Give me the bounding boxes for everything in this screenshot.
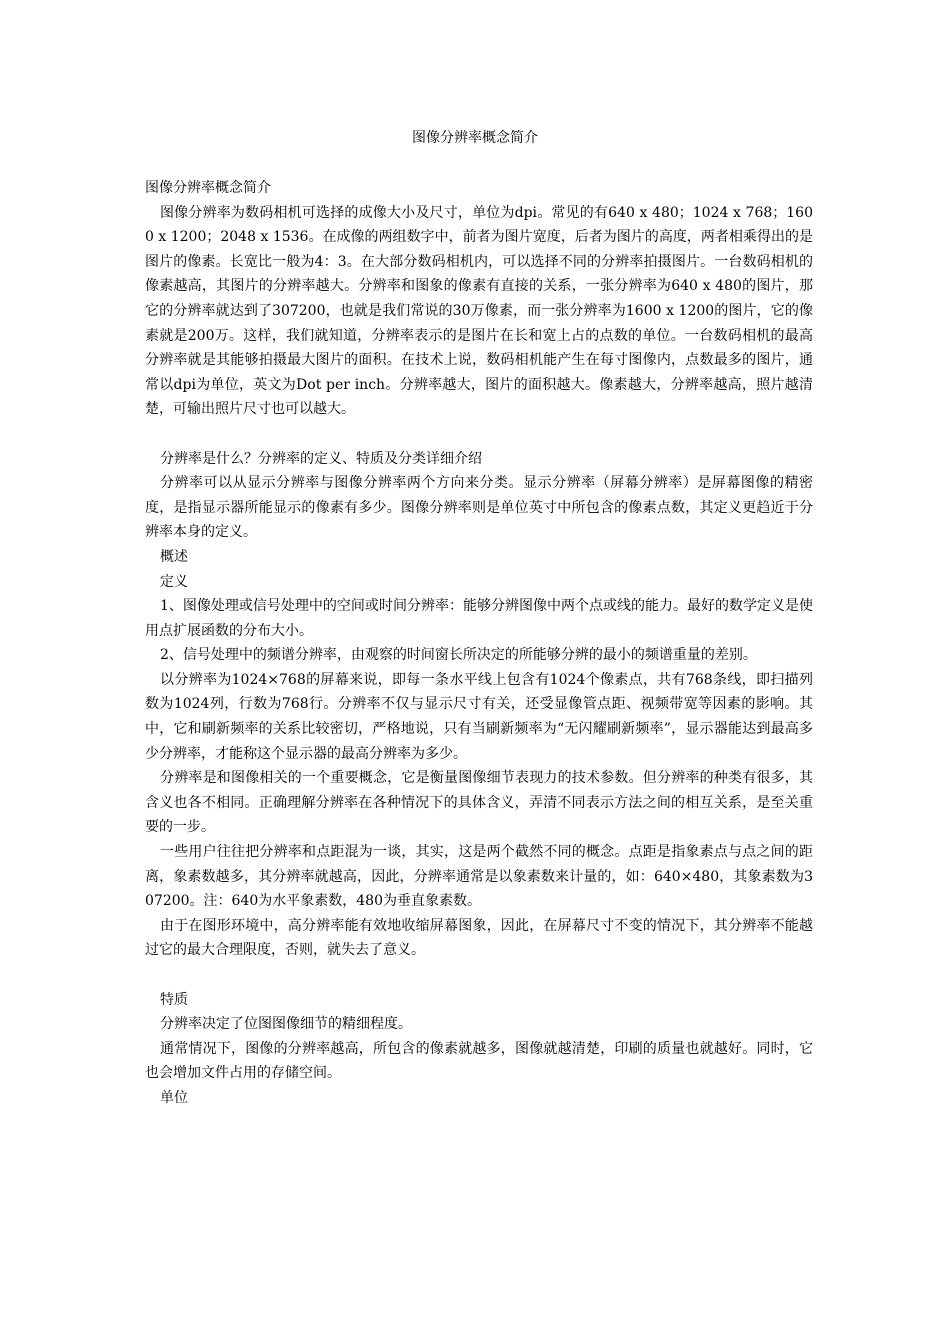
paragraph: 图像分辨率为数码相机可选择的成像大小及尺寸，单位为dpi。常见的有640 x 480；1024 x 768；1600 x 1200；2048 x 1536。在成像的两组数字中，前者为图片宽度，后者为图片的高度，两者相乘得出的是图片的像素。长宽比一般为4：3。在大部分数码相机内，可以选择不同的分辨率拍摄图片。一台数码相机的像素越高，其图片的分辨率越大。分辨率和图象的像素有直接的关系，一张分辨率为640 x 480的图片，那它的分辨率就达到了307200，也就是我们常说的30万像素，而一张分辨率为1600 x 1200的图片，它的像素就是200万。这样，我们就知道，分辨率表示的是图片在长和宽上占的点数的单位。一台数码相机的最高分辨率就是其能够拍摄最大图片的面积。在技术上说，数码相机能产生在每寸图像内，点数最多的图片，通常以dpi为单位，英文为Dot per inch。分辨率越大，图片的面积越大。像素越大，分辨率越高，照片越清楚，可输出照片尺寸也可以越大。 bbox=[145, 204, 813, 418]
paragraph: 由于在图形环境中，高分辨率能有效地收缩屏幕图象，因此，在屏幕尺寸不变的情况下，其分辨率不能越过它的最大合理限度，否则，就失去了意义。 bbox=[145, 917, 813, 959]
paragraph: 一些用户往往把分辨率和点距混为一谈，其实，这是两个截然不同的概念。点距是指象素点与点之间的距离，象素数越多，其分辨率就越高，因此，分辨率通常是以象素数来计量的，如：640×480，其象素数为307200。注：640为水平象素数，480为垂直象素数。 bbox=[145, 844, 813, 910]
paragraph: 单位 bbox=[160, 1089, 188, 1106]
document-title: 图像分辨率概念简介 bbox=[412, 130, 538, 146]
paragraph: 图像分辨率概念简介 bbox=[145, 180, 271, 196]
paragraph: 分辨率决定了位图图像细节的精细程度。 bbox=[160, 1016, 412, 1033]
paragraph: 分辨率是和图像相关的一个重要概念，它是衡量图像细节表现力的技术参数。但分辨率的种类有很多，其含义也各不相同。正确理解分辨率在各种情况下的具体含义，弄清不同表示方法之间的相互关系，是至关重要的一步。 bbox=[145, 770, 813, 836]
paragraph: 2、信号处理中的频谱分辨率，由观察的时间窗长所决定的所能够分辨的最小的频谱重量的差别。 bbox=[160, 647, 757, 664]
document-body bbox=[145, 176, 813, 1111]
paragraph: 特质 bbox=[160, 991, 188, 1008]
paragraph: 通常情况下，图像的分辨率越高，所包含的像素就越多，图像就越清楚，印刷的质量也就越好。同时，它也会增加文件占用的存储空间。 bbox=[145, 1040, 813, 1082]
blank-line bbox=[145, 963, 813, 988]
paragraph: 1、图像处理或信号处理中的空间或时间分辨率：能够分辨图像中两个点或线的能力。最好的数学定义是使用点扩展函数的分布大小。 bbox=[145, 598, 813, 639]
paragraph: 分辨率可以从显示分辨率与图像分辨率两个方向来分类。显示分辨率（屏幕分辨率）是屏幕图像的精密度，是指显示器所能显示的像素有多少。图像分辨率则是单位英寸中所包含的像素点数，其定义更趋近于分辨率本身的定义。 bbox=[145, 475, 813, 541]
paragraph: 分辨率是什么？分辨率的定义、特质及分类详细介绍 bbox=[160, 450, 482, 467]
paragraph: 以分辨率为1024×768的屏幕来说，即每一条水平线上包含有1024个像素点，共有768条线，即扫描列数为1024列，行数为768行。分辨率不仅与显示尺寸有关，还受显像管点距、视频带宽等因素的影响。其中，它和刷新频率的关系比较密切，严格地说，只有当刷新频率为“无闪耀刷新频率”，显示器能达到最高多少分辨率，才能称这个显示器的最高分辨率为多少。 bbox=[145, 671, 813, 762]
blank-line bbox=[145, 422, 813, 447]
paragraph: 概述 bbox=[160, 548, 188, 565]
paragraph: 定义 bbox=[160, 573, 188, 590]
